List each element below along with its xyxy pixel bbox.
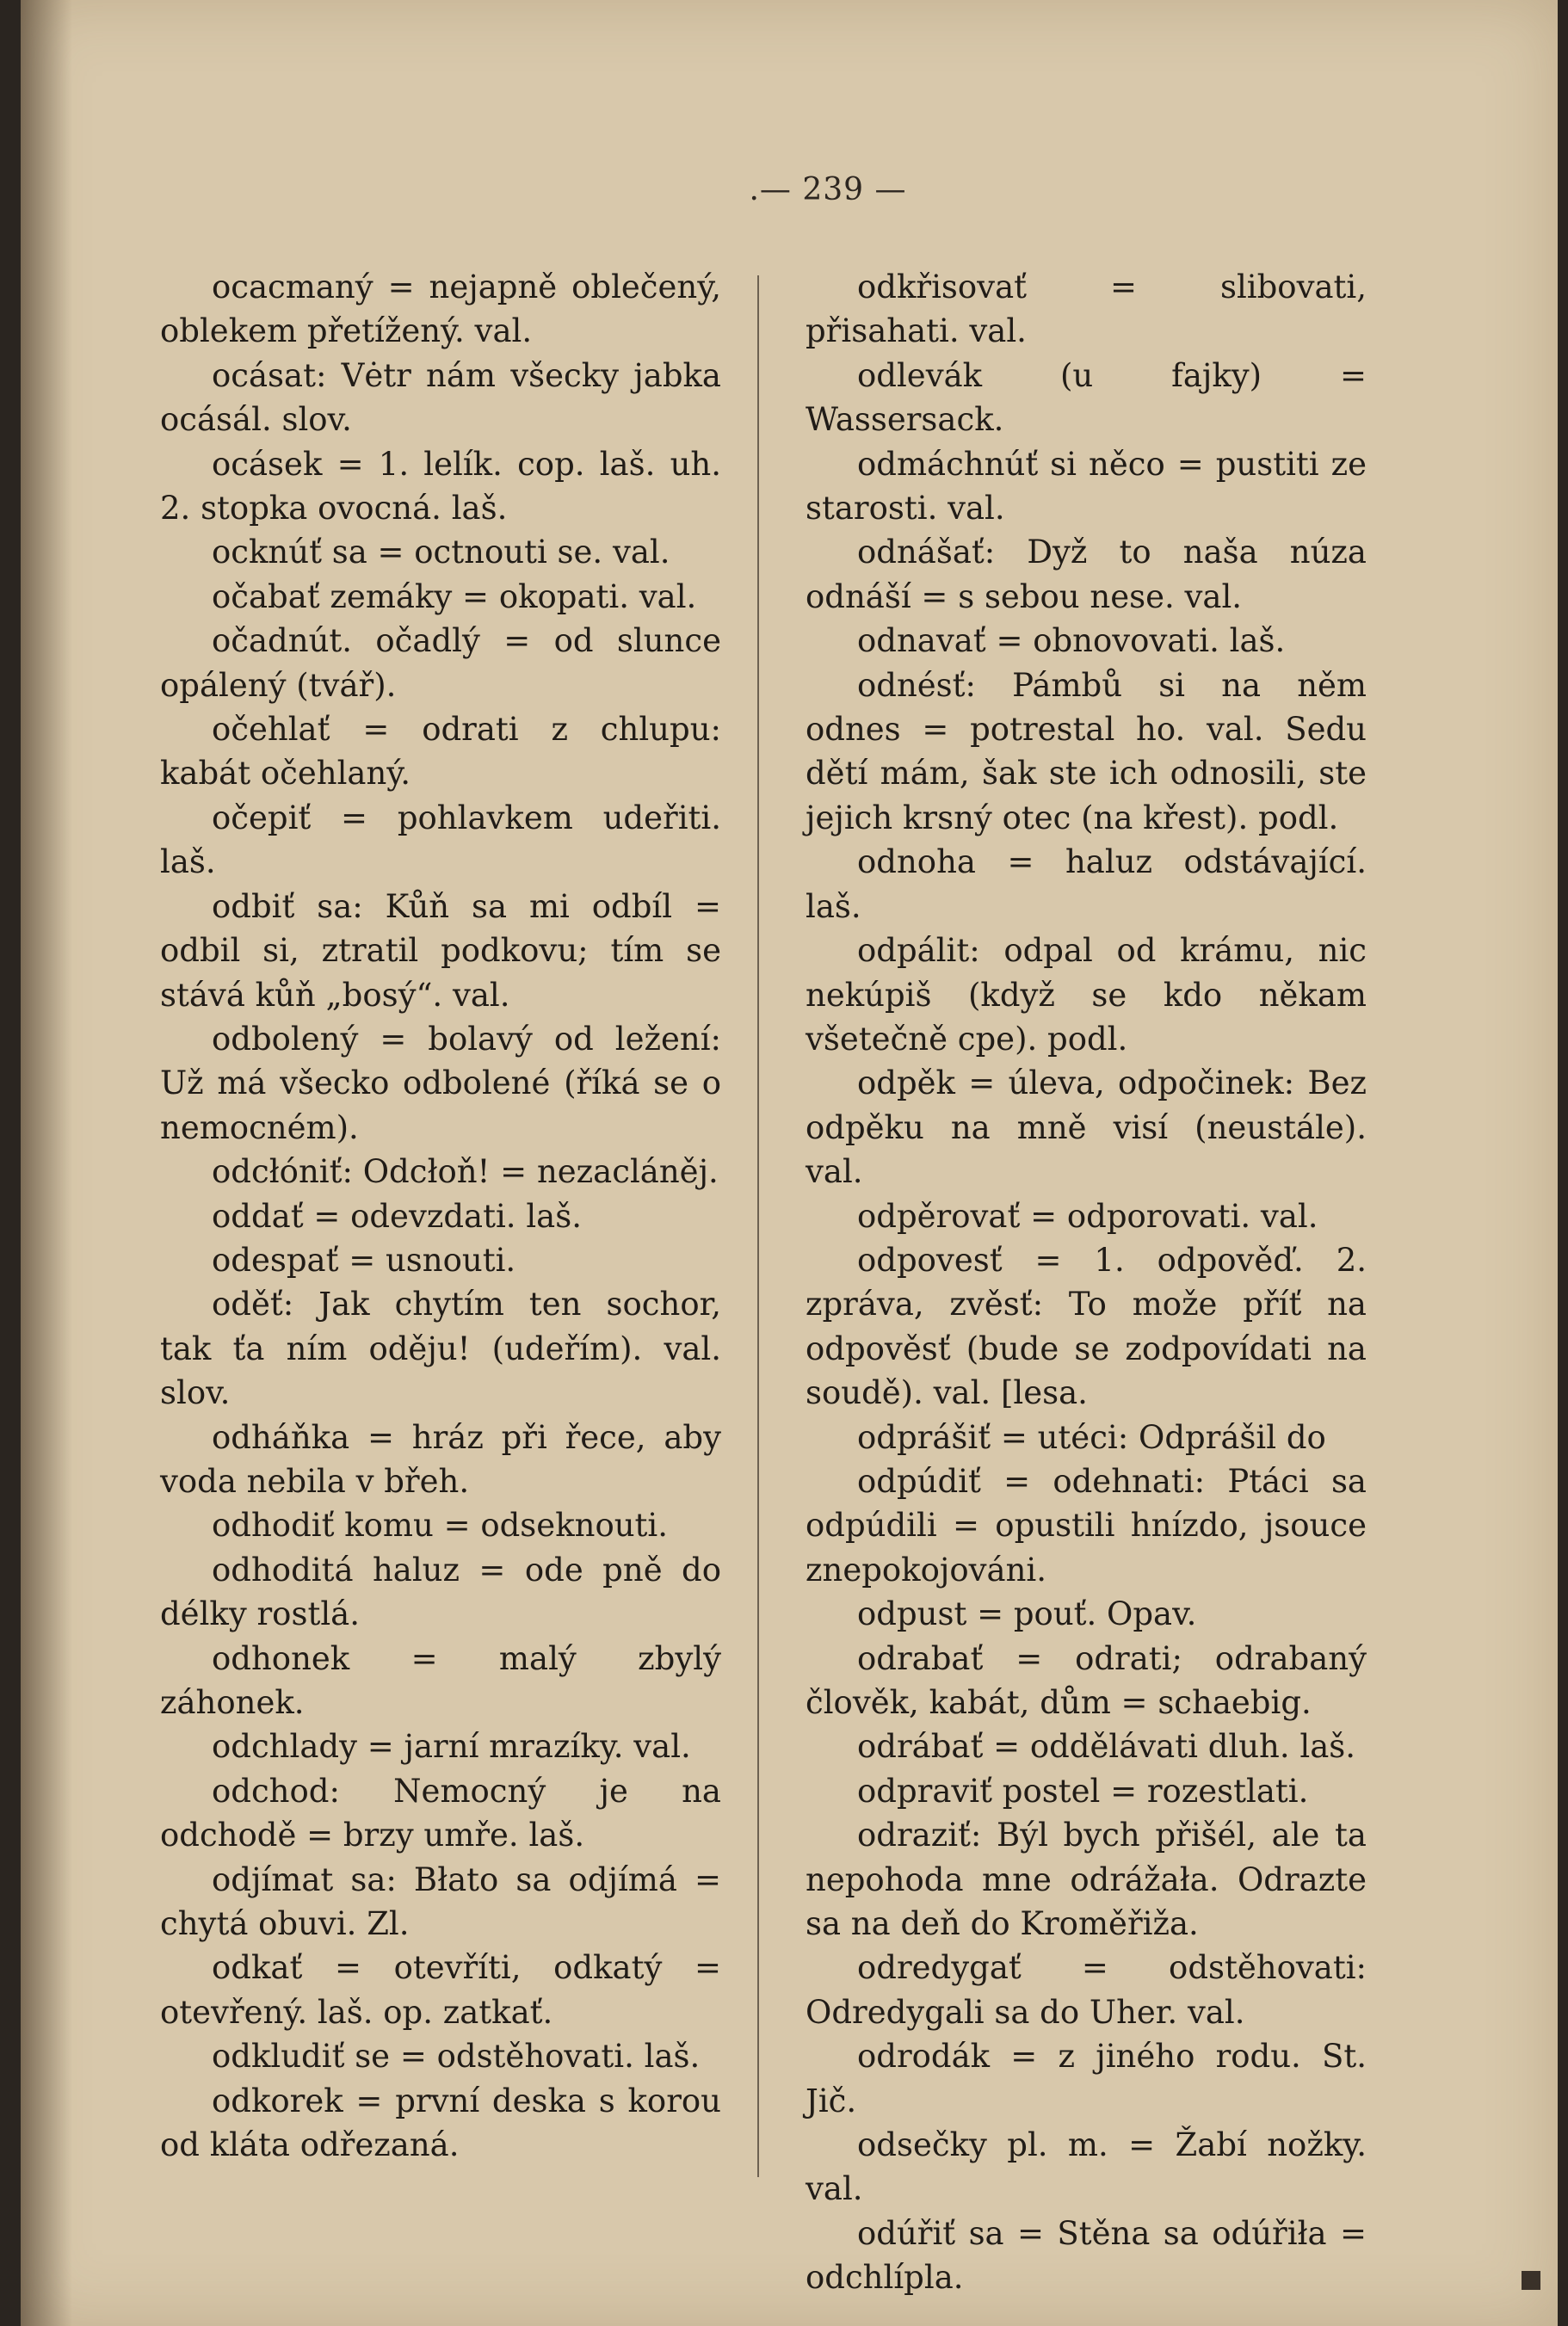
dictionary-entry: odhoditá haluz = ode pně do délky rostlá. <box>160 1551 721 1633</box>
dictionary-entry: odcłóniť: Odcłoň! = nezacláněj. <box>212 1153 719 1191</box>
dictionary-entry: odmáchnúť si něco = pustiti ze starosti. val. <box>806 445 1367 528</box>
dictionary-entry: odkať = otevříti, odkatý = otevřený. laš. op. zatkať. <box>160 1949 721 2031</box>
dictionary-entry: odrodák = z jiného rodu. St. Jič. <box>806 2038 1367 2119</box>
dictionary-entry: odhodiť komu = odseknouti. <box>212 1507 669 1545</box>
dictionary-entry: odraziť: Býl bych přišél, ale ta nepohoda mne odrážała. Odrazte sa na deň do Kroměřiža. <box>806 1817 1367 1943</box>
dictionary-entry: odkřisovať = slibovati, přisahati. val. <box>806 268 1367 350</box>
page-number: .— 239 — <box>749 172 907 207</box>
dictionary-entry: očadnút. očadlý = od slunce opálený (tvář). <box>160 622 721 704</box>
spine-shadow <box>21 0 72 2326</box>
right-column <box>806 265 1367 2300</box>
dictionary-entry: odlevák (u fajky) = Wassersack. <box>806 356 1367 439</box>
dictionary-entry: odpěk = úleva, odpočinek: Bez odpěku na mně visí (neustále). val. <box>806 1064 1367 1191</box>
dictionary-entry: odpovesť = 1. odpověď. 2. zpráva, zvěsť: To može příť na odpověsť (bude se zodpovídati na soudě). val. [lesa. <box>806 1241 1367 1412</box>
dictionary-entry: odpust = pouť. Opav. <box>857 1595 1197 1633</box>
dictionary-entry: odpálit: odpal od krámu, nic nekúpiš (když se kdo někam všetečně cpe). podl. <box>806 932 1367 1058</box>
dictionary-entry: odbiť sa: Kůň sa mi odbíl = odbil si, ztratil podkovu; tím se stává kůň „bosý“. val. <box>160 887 721 1014</box>
dictionary-entry: ocacmaný = nejapně oblečený, oblekem přetížený. val. <box>160 268 721 350</box>
book-page <box>21 0 1558 2326</box>
dictionary-entry: odchod: Nemocný je na odchodě = brzy umře. laš. <box>160 1772 721 1854</box>
left-column <box>160 265 721 2167</box>
dictionary-entry: odúřiť sa = Stěna sa odúřiła = odchlípla. <box>806 2214 1367 2297</box>
dictionary-entry: odkorek = první deska s korou od kláta odřezaná. <box>160 2082 721 2164</box>
column-divider <box>757 275 759 2177</box>
dictionary-entry: odpúdiť = odehnati: Ptáci sa odpúdili = opustili hnízdo, jsouce znepokojováni. <box>806 1462 1367 1589</box>
dictionary-entry: odbolený = bolavý od ležení: Už má všecko odbolené (říká se o nemocném). <box>160 1020 721 1146</box>
dictionary-entry: odrabať = odrati; odrabaný člověk, kabát, dům = schaebig. <box>806 1639 1367 1721</box>
dictionary-entry: odhonek = malý zbylý záhonek. <box>160 1639 721 1721</box>
dictionary-entry: odnoha = haluz odstávající. laš. <box>806 843 1367 925</box>
dictionary-entry: odsečky pl. m. = Žabí nožky. val. <box>806 2126 1367 2208</box>
dictionary-entry: odprášiť = utéci: Odprášil do <box>857 1418 1326 1456</box>
dictionary-entry: odpěrovať = odporovati. val. <box>857 1197 1318 1235</box>
dictionary-entry: odchlady = jarní mrazíky. val. <box>212 1728 691 1766</box>
dictionary-entry: odjímat sa: Błato sa odjímá = chytá obuvi. Zl. <box>160 1860 721 1943</box>
dictionary-entry: odrábať = oddělávati dluh. laš. <box>857 1728 1356 1766</box>
dictionary-entry: očehlať = odrati z chlupu: kabát očehlaný. <box>160 711 721 793</box>
dictionary-entry: očabať zemáky = okopati. val. <box>212 577 697 615</box>
dictionary-entry: odespať = usnouti. <box>212 1241 516 1279</box>
dictionary-entry: ocásek = 1. lelík. cop. laš. uh. 2. stopka ovocná. laš. <box>160 445 721 528</box>
dictionary-entry: ocásat: Vėtr nám všecky jabka ocásál. slov. <box>160 356 721 439</box>
dictionary-entry: odháňka = hráz při řece, aby voda nebila v břeh. <box>160 1418 721 1500</box>
dictionary-entry: odnésť: Pámbů si na něm odnes = potrestal ho. val. Sedu dětí mám, šak ste ich odnosili, ste jejich krsný otec (na křest). podl. <box>806 666 1367 836</box>
corner-mark <box>1522 2271 1540 2290</box>
dictionary-entry: odkludiť se = odstěhovati. laš. <box>212 2038 701 2076</box>
dictionary-entry: očepiť = pohlavkem udeřiti. laš. <box>160 799 721 881</box>
dictionary-entry: oddať = odevzdati. laš. <box>212 1197 582 1235</box>
dictionary-entry: odredygať = odstěhovati: Odredygali sa do Uher. val. <box>806 1949 1367 2031</box>
dictionary-entry: odnášať: Dyž to naša núza odnáší = s sebou nese. val. <box>806 534 1367 615</box>
dictionary-entry: ocknúť sa = octnouti se. val. <box>212 534 670 571</box>
dictionary-entry: odpraviť postel = rozestlati. <box>857 1772 1309 1810</box>
dictionary-entry: odnavať = obnovovati. laš. <box>857 622 1286 660</box>
dictionary-entry: oděť: Jak chytím ten sochor, tak ťa ním oděju! (udeřím). val. slov. <box>160 1286 721 1412</box>
